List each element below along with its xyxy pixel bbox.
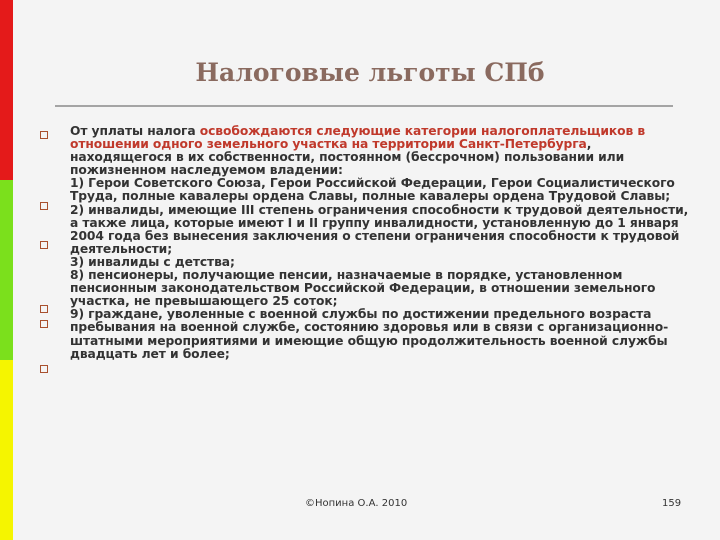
- paragraph-item-1: 1) Герои Советского Союза, Герои Российской Федерации, Герои Социалистического Труда, полные кавалеры ордена Славы, полные кавалеры ордена Трудовой Славы;: [70, 176, 675, 204]
- color-sidebar: [0, 0, 13, 540]
- sidebar-green-block: [0, 180, 13, 360]
- bullet-icon: [40, 241, 48, 249]
- title-divider: [55, 105, 673, 107]
- paragraph-item-3: 3) инвалиды с детства;: [70, 254, 235, 269]
- footer-credit: ©Нопина О.А. 2010: [305, 498, 408, 509]
- bullet-icon: [40, 131, 48, 139]
- highlight-text: освобождаются следующие категории налогоплательщиков в отношении одного земельного участка на территории Санкт-Петербурга: [70, 124, 646, 152]
- bullet-icon: [40, 320, 48, 328]
- slide-title: Налоговые льготы СПб: [195, 58, 545, 87]
- intro-text: От уплаты налога: [70, 124, 200, 138]
- paragraph-intro: [70, 125, 690, 177]
- paragraph-item-8: 8) пенсионеры, получающие пенсии, назначаемые в порядке, установленном пенсионным законодательством Российской Федерации, в отношении земельного участка, не превышающего 25 соток;: [70, 268, 656, 309]
- bullet-icon: [40, 202, 48, 210]
- sidebar-yellow-block: [0, 360, 13, 540]
- paragraph-item-2: 2) инвалиды, имеющие III степень ограничения способности к трудовой деятельности, а также лица, которые имеют I и II группу инвалидности, установленную до 1 января 2004 года без вынесения заключения о степени ограничения способности к трудовой деятельности;: [70, 202, 689, 256]
- bullet-icon: [40, 305, 48, 313]
- paragraph-item-9: 9) граждане, уволенные с военной службы по достижении предельного возраста пребывания на военной службе, состоянию здоровья или в связи с организационно-штатными мероприятиями и имеющие общую продолжительность военной службы двадцать лет и более;: [70, 307, 669, 361]
- slide-body: [70, 125, 690, 361]
- page-number: 159: [662, 498, 682, 509]
- bullet-icon: [40, 365, 48, 373]
- intro-rest-text: , находящегося в их собственности, постоянном (бессрочном) пользовании или пожизненном наследуемом владении:: [70, 137, 625, 178]
- sidebar-red-block: [0, 0, 13, 180]
